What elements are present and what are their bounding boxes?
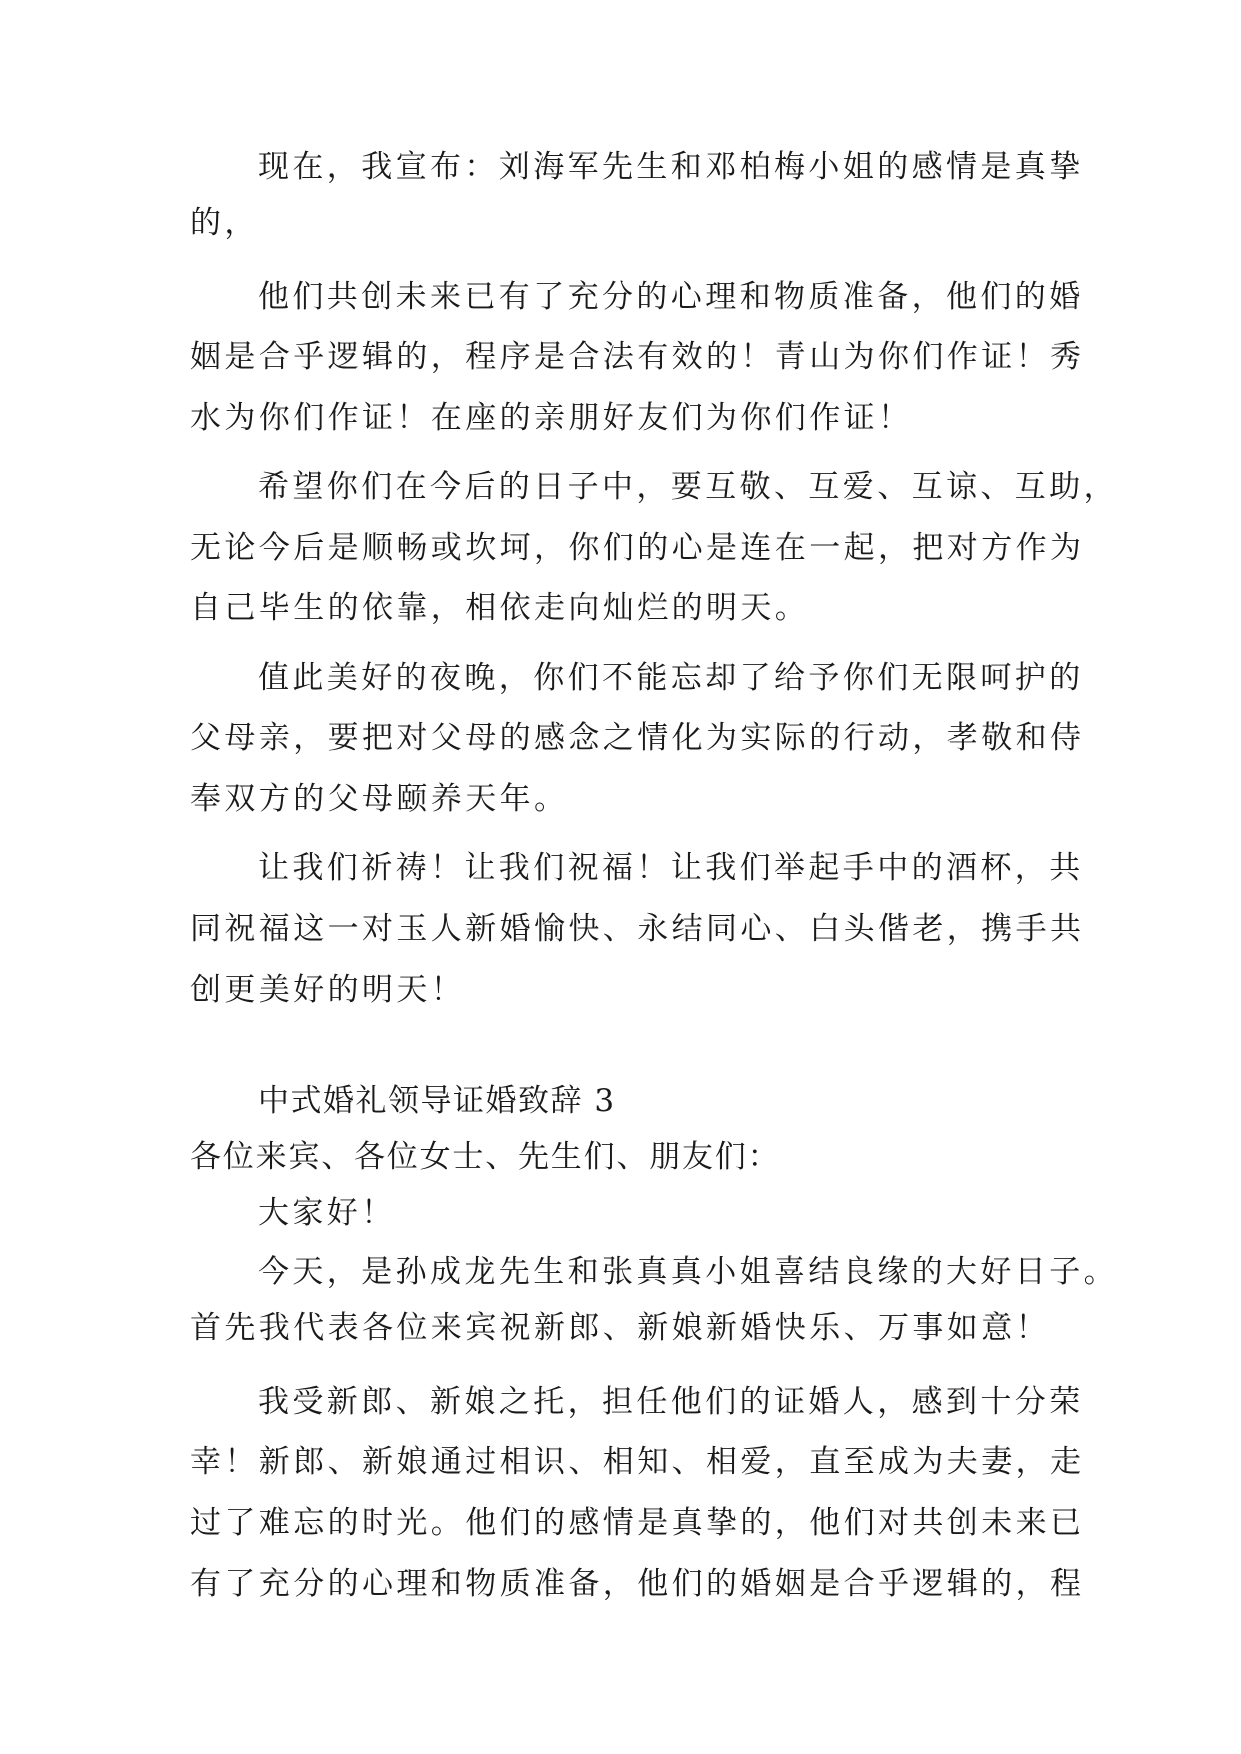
- paragraph-line: 奉双方的父母颐养天年。: [190, 781, 569, 817]
- paragraph-line: 让我们祈祷！让我们祝福！让我们举起手中的酒杯，共: [258, 850, 1084, 886]
- paragraph-line: 我受新郎、新娘之托，担任他们的证婚人，感到十分荣: [258, 1384, 1084, 1420]
- paragraph-line: 幸！新郎、新娘通过相识、相知、相爱，直至成为夫妻，走: [190, 1444, 1085, 1480]
- greeting: 大家好！: [258, 1195, 396, 1231]
- paragraph-line: 现在，我宣布：刘海军先生和邓柏梅小姐的感情是真挚: [258, 149, 1084, 185]
- paragraph-line: 今天，是孙成龙先生和张真真小姐喜结良缘的大好日子。: [258, 1254, 1118, 1290]
- paragraph-line: 姻是合乎逻辑的，程序是合法有效的！青山为你们作证！秀: [190, 339, 1085, 375]
- paragraph-line: 父母亲，要把对父母的感念之情化为实际的行动，孝敬和侍: [190, 720, 1085, 756]
- paragraph-line: 同祝福这一对玉人新婚愉快、永结同心、白头偕老，携手共: [190, 911, 1085, 947]
- paragraph-line: 水为你们作证！在座的亲朋好友们为你们作证！: [190, 400, 913, 436]
- paragraph-line: 无论今后是顺畅或坎坷，你们的心是连在一起，把对方作为: [190, 530, 1085, 566]
- paragraph-line: 值此美好的夜晚，你们不能忘却了给予你们无限呵护的: [258, 660, 1084, 696]
- paragraph-line: 自己毕生的依靠，相依走向灿烂的明天。: [190, 590, 810, 626]
- section-title: 中式婚礼领导证婚致辞 3: [258, 1083, 616, 1119]
- paragraph-line: 的，: [190, 205, 259, 241]
- paragraph-line: 有了充分的心理和物质准备，他们的婚姻是合乎逻辑的，程: [190, 1566, 1085, 1602]
- paragraph-line: 过了难忘的时光。他们的感情是真挚的，他们对共创未来已: [190, 1505, 1085, 1541]
- paragraph-line: 他们共创未来已有了充分的心理和物质准备，他们的婚: [258, 279, 1084, 315]
- paragraph-line: 创更美好的明天！: [190, 972, 466, 1008]
- paragraph-line: 首先我代表各位来宾祝新郎、新娘新婚快乐、万事如意！: [190, 1310, 1050, 1346]
- paragraph-line: 希望你们在今后的日子中，要互敬、互爱、互谅、互助，: [258, 469, 1118, 505]
- salutation: 各位来宾、各位女士、先生们、朋友们：: [190, 1139, 781, 1175]
